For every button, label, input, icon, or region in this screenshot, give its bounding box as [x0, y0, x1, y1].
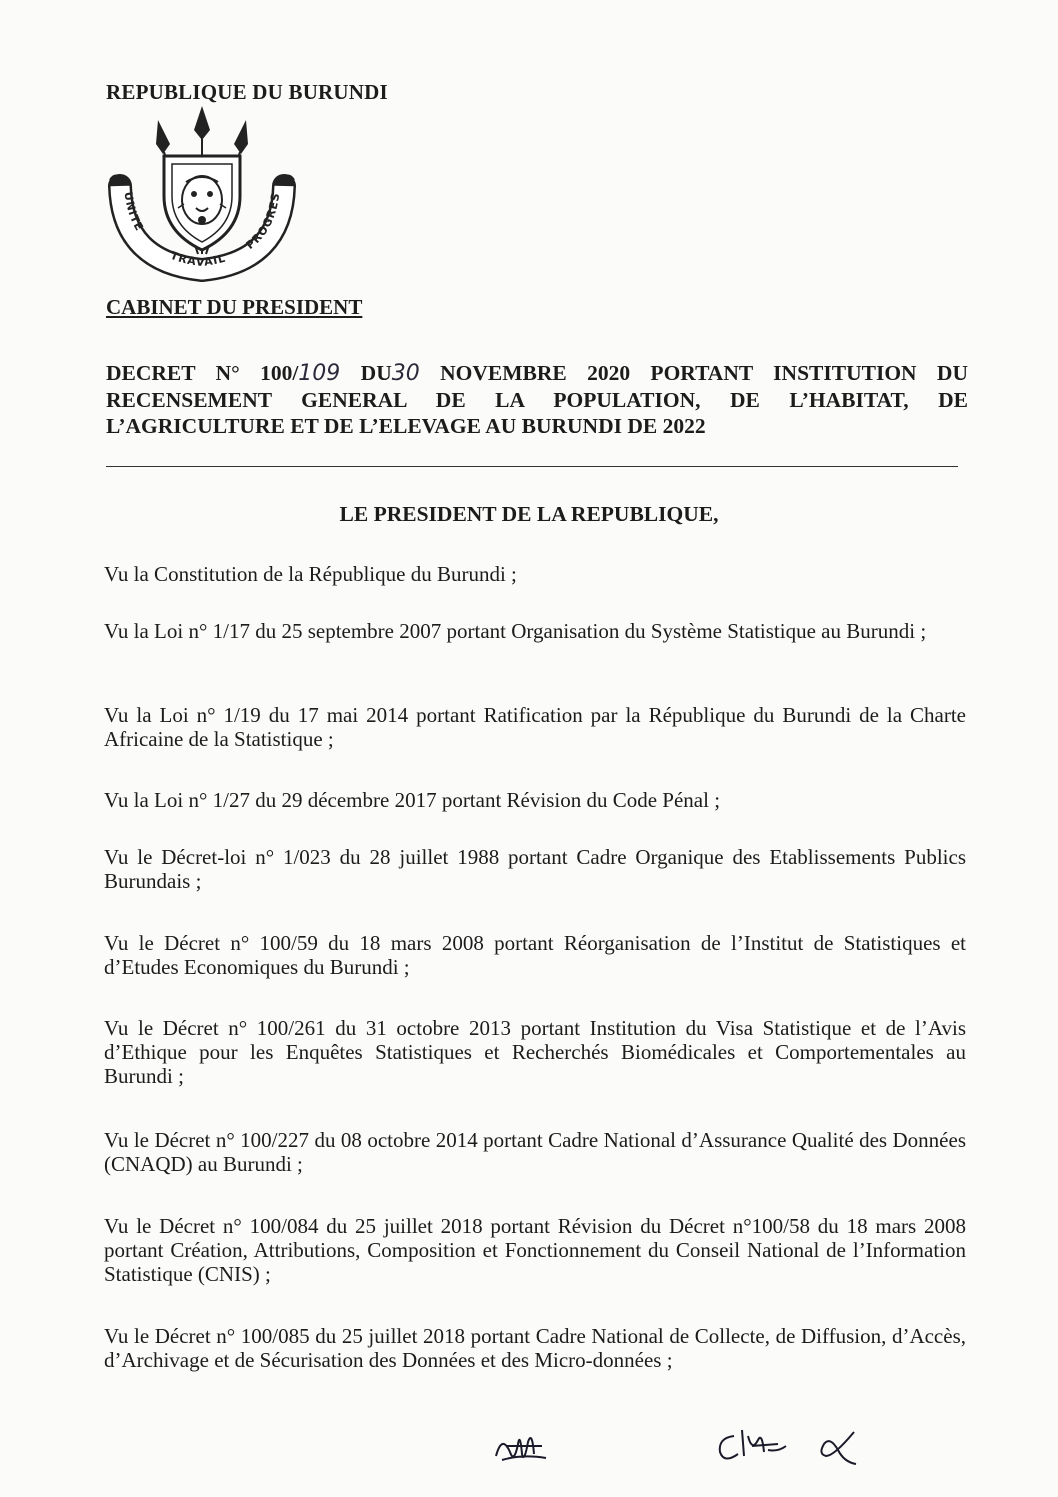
cabinet-heading: CABINET DU PRESIDENT	[106, 295, 363, 319]
initials-area	[0, 1420, 1058, 1480]
consideration-item: Vu le Décret n° 100/59 du 18 mars 2008 portant Réorganisation de l’Institut de Statistiques et d’Etudes Economiques du Burundi ;	[104, 931, 966, 979]
decree-day-handwritten: 30	[391, 361, 420, 386]
motto-unite: UNITE	[121, 190, 147, 234]
consideration-item: Vu la Loi n° 1/19 du 17 mai 2014 portant Ratification par la République du Burundi de la Charte Africaine de la Statistique ;	[104, 703, 966, 751]
initial-signature-2	[712, 1422, 792, 1470]
motto-progres: PROGRES	[243, 191, 283, 252]
initial-signature-1	[492, 1424, 552, 1472]
country-heading: REPUBLIQUE DU BURUNDI	[106, 80, 388, 104]
consideration-item: Vu le Décret-loi n° 1/023 du 28 juillet 1988 portant Cadre Organique des Etablissements Publics Burundais ;	[104, 845, 966, 893]
decree-du: DU	[340, 361, 392, 385]
consideration-item: Vu la Loi n° 1/27 du 29 décembre 2017 portant Révision du Code Pénal ;	[104, 788, 721, 812]
initial-signature-3	[814, 1426, 864, 1470]
motto-travail: TRAVAIL	[168, 248, 228, 270]
president-heading: LE PRESIDENT DE LA REPUBLIQUE,	[339, 502, 719, 526]
burundi-coat-of-arms-icon	[106, 104, 298, 282]
decree-rest: NOVEMBRE 2020 PORTANT INSTITUTION DU RECENSEMENT GENERAL DE LA POPULATION, DE L’HABITAT, DE L’AGRICULTURE ET DE L’ELEVAGE AU BURUNDI DE 2022	[106, 361, 968, 438]
consideration-item: Vu la Loi n° 1/17 du 25 septembre 2007 portant Organisation du Système Statistique au Burundi ;	[104, 619, 927, 643]
consideration-item: Vu le Décret n° 100/085 du 25 juillet 2018 portant Cadre National de Collecte, de Diffusion, d’Accès, d’Archivage et de Sécurisation des Données et des Micro-données ;	[104, 1324, 966, 1372]
consideration-item: Vu le Décret n° 100/084 du 25 juillet 2018 portant Révision du Décret n°100/58 du 18 mars 2008 portant Création, Attributions, Composition et Fonctionnement du Conseil National de l’Information Statistique (CNIS) ;	[104, 1214, 966, 1286]
consideration-item: Vu la Constitution de la République du Burundi ;	[104, 562, 517, 586]
consideration-item: Vu le Décret n° 100/227 du 08 octobre 2014 portant Cadre National d’Assurance Qualité des Données (CNAQD) au Burundi ;	[104, 1128, 966, 1176]
decree-title	[106, 360, 968, 439]
title-divider	[106, 466, 958, 467]
consideration-item: Vu le Décret n° 100/261 du 31 octobre 2013 portant Institution du Visa Statistique et de l’Avis d’Ethique pour les Enquêtes Statistiques et Recherchés Biomédicales et Comportementales au Burundi ;	[104, 1016, 966, 1088]
decree-prefix: DECRET N° 100/	[106, 361, 299, 385]
decree-number-handwritten: 109	[298, 361, 341, 386]
